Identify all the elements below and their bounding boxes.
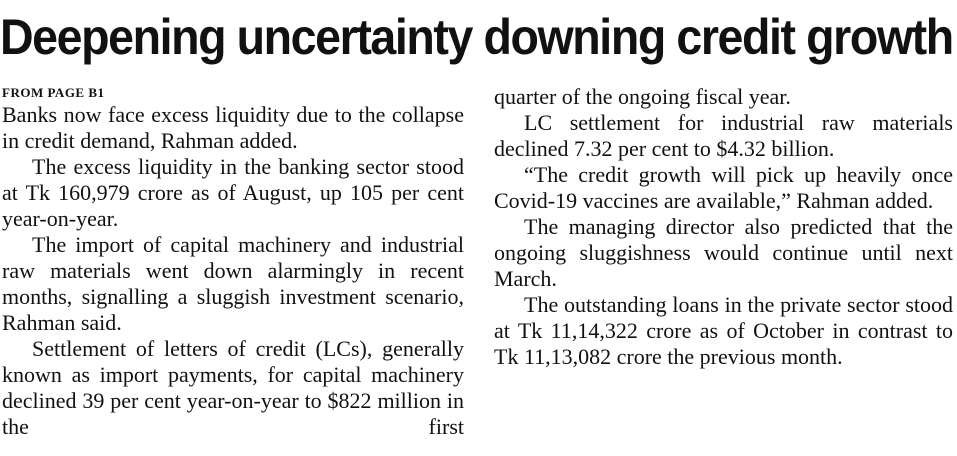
paragraph: The import of capital machinery and industrial raw materials went down alarmingly in recent months, signalling a sluggish investment scenario, Rahman said. — [2, 232, 464, 335]
paragraph: Banks now face excess liquidity due to the collapse in credit demand, Rahman added. — [2, 102, 464, 153]
paragraph: “The credit growth will pick up heavily once Covid-19 vaccines are available,” Rahman added. — [494, 162, 953, 213]
headline: Deepening uncertainty downing credit growth — [0, 9, 953, 65]
paragraph: Settlement of letters of credit (LCs), generally known as import payments, for capital machinery declined 39 per cent year-on-year to $822 million in the first — [2, 336, 464, 439]
paragraph: The managing director also predicted that the ongoing sluggishness would continue until next March. — [494, 214, 953, 291]
paragraph: The excess liquidity in the banking sector stood at Tk 160,979 crore as of August, up 105 per cent year-on-year. — [2, 154, 464, 231]
paragraph: LC settlement for industrial raw materials declined 7.32 per cent to $4.32 billion. — [494, 110, 953, 161]
paragraph: The outstanding loans in the private sector stood at Tk 11,14,322 crore as of October in contrast to Tk 11,13,082 crore the previous month. — [494, 292, 953, 369]
paragraph: quarter of the ongoing fiscal year. — [494, 84, 791, 109]
article-column-right — [494, 84, 953, 370]
jump-line: FROM PAGE B1 — [2, 85, 105, 100]
article-column-left — [2, 84, 464, 440]
